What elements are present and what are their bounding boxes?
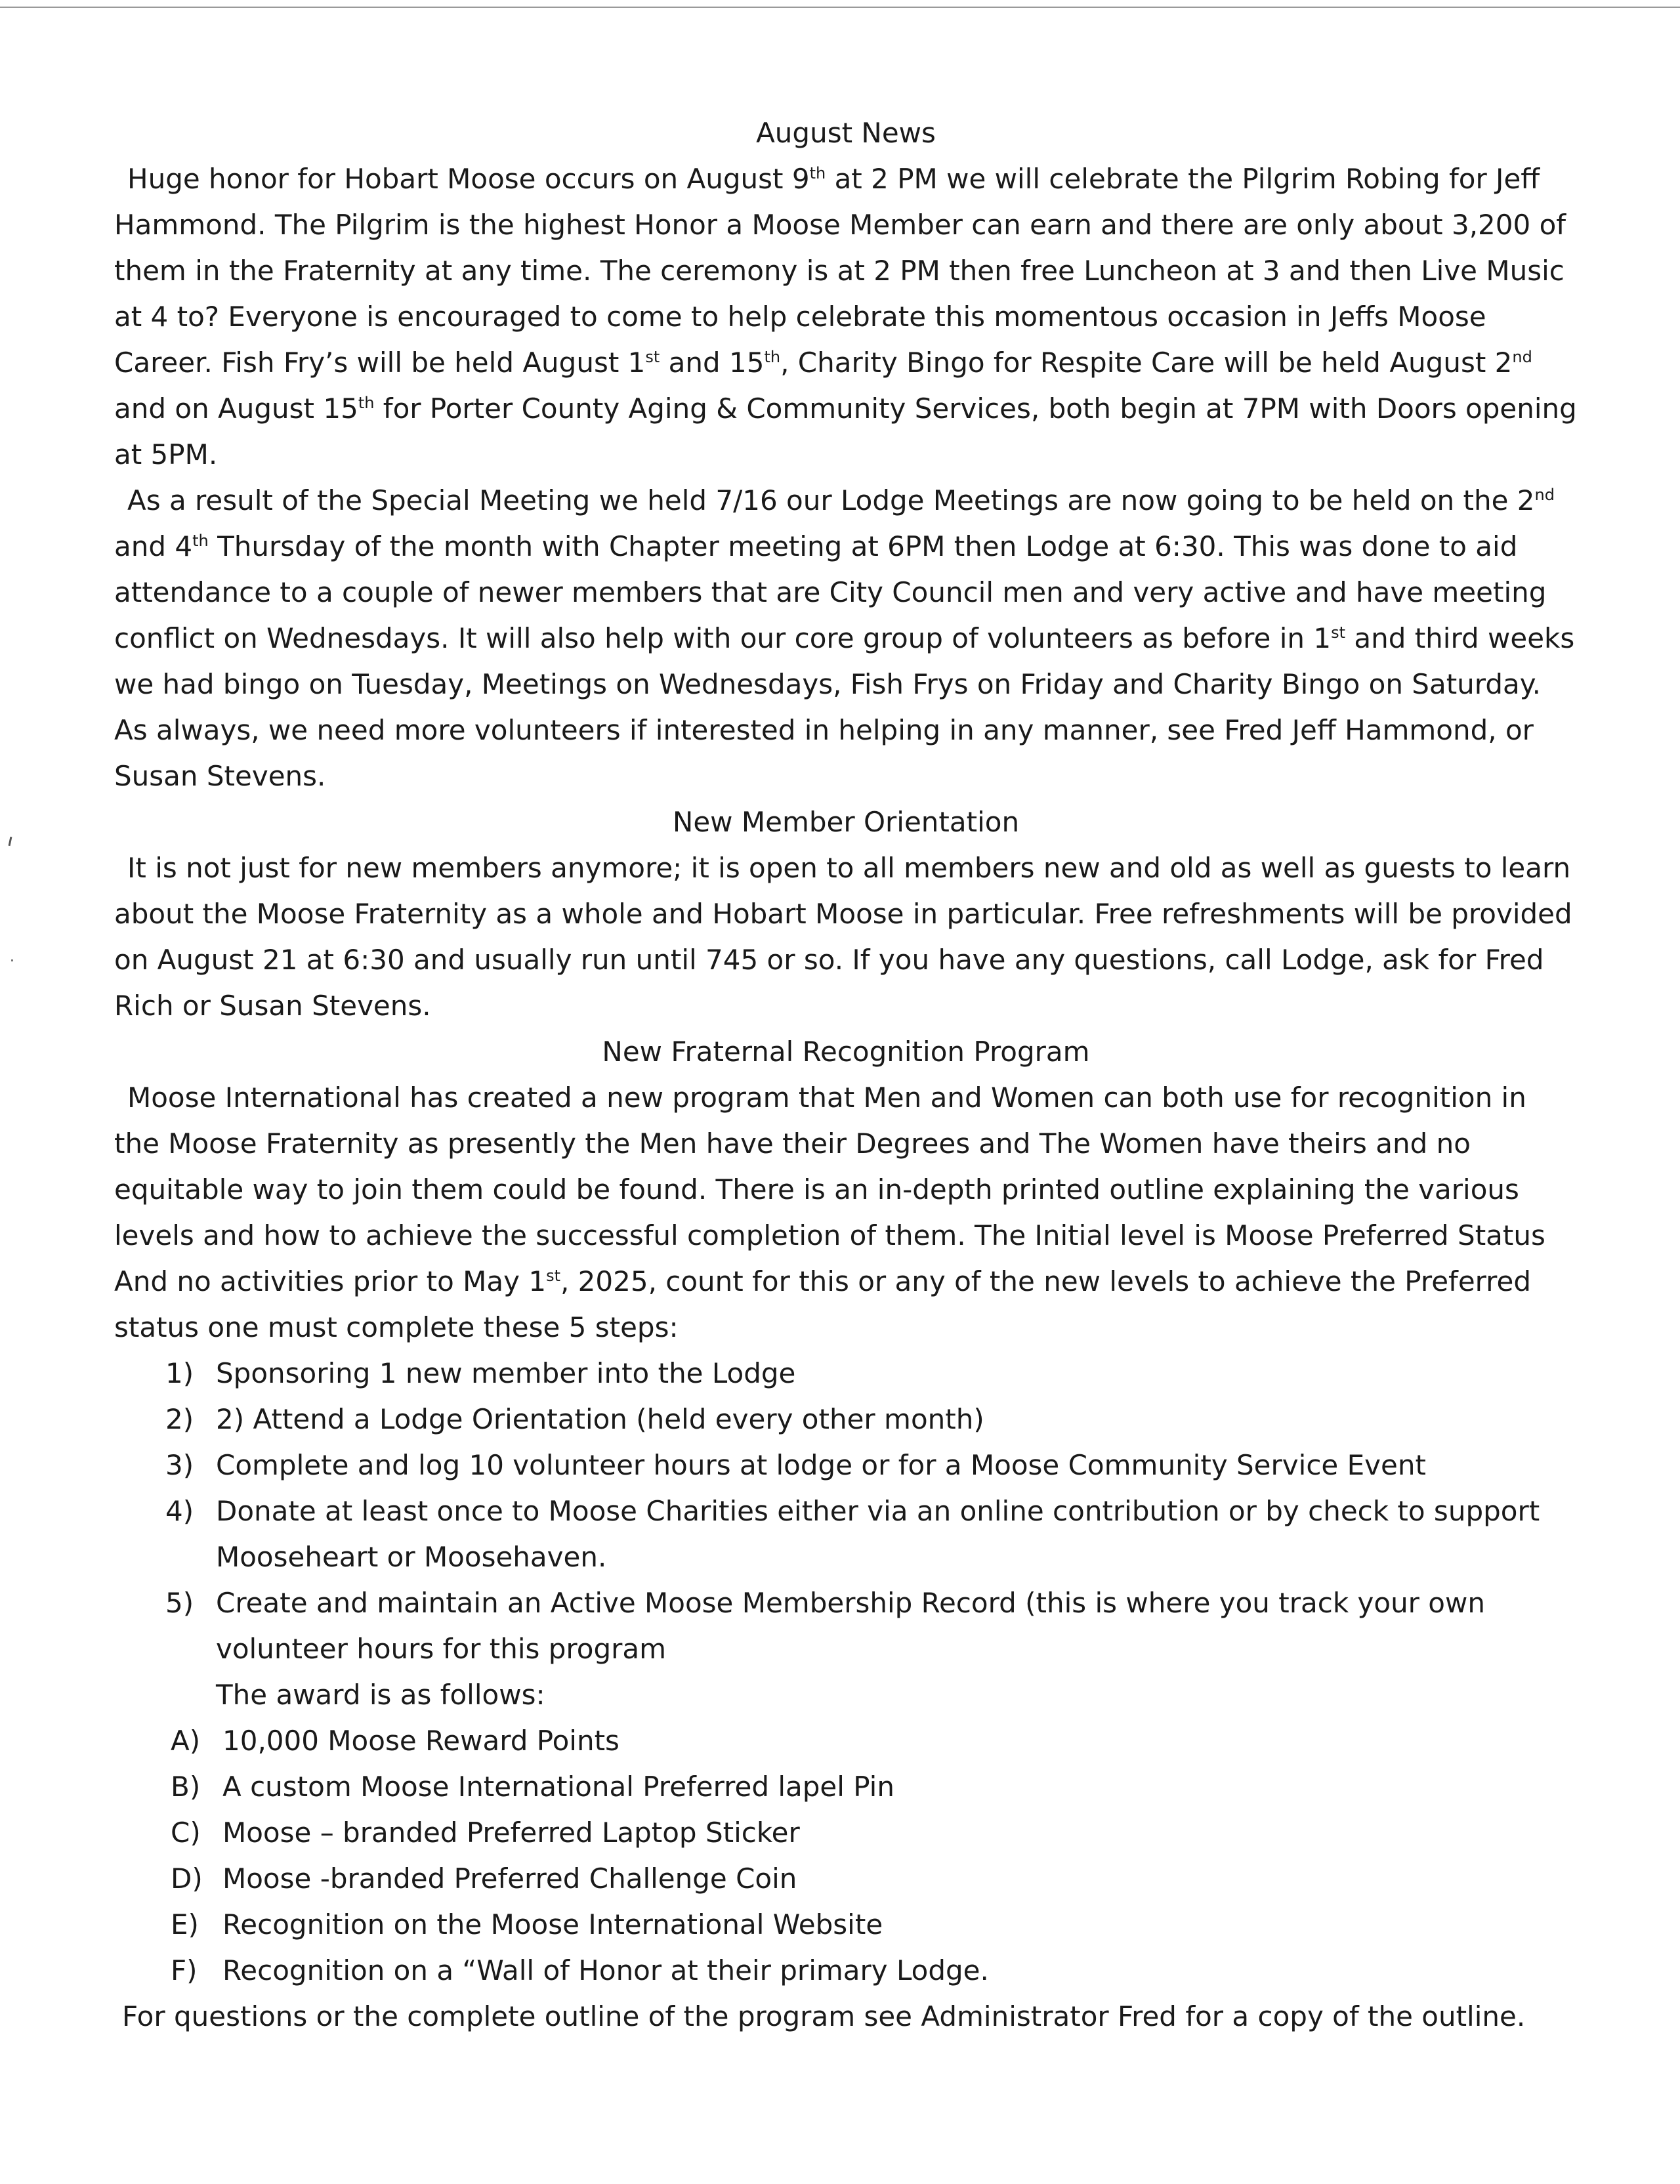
list-item: 1) Sponsoring 1 new member into the Lodge <box>165 1357 796 1389</box>
scan-speck <box>11 959 13 961</box>
list-item: D) Moose -branded Preferred Challenge Coin <box>171 1862 797 1895</box>
list-item: C) Moose – branded Preferred Laptop Sticker <box>171 1816 800 1849</box>
list-item: B) A custom Moose International Preferred lapel Pin <box>171 1771 894 1803</box>
document-page <box>114 110 1578 2040</box>
section-heading-recognition: New Fraternal Recognition Program <box>602 1036 1090 1068</box>
list-item: 3) Complete and log 10 volunteer hours at lodge or for a Moose Community Service Event <box>165 1449 1426 1481</box>
list-item: 4) Donate at least once to Moose Charities either via an online contribution or by check to support Mooseheart or Moosehaven. <box>165 1495 1540 1573</box>
closing-note: For questions or the complete outline of the program see Administrator Fred for a copy of the outline. <box>122 2000 1526 2032</box>
paragraph-orientation: It is not just for new members anymore; it is open to all members new and old as well as guests to learn about the Moose Fraternity as a whole and Hobart Moose in particular. Free refreshments will be provided on August 21 at 6:30 and usually run until 745 or so. If you have any questions, call Lodge, ask for Fred Rich or Susan Stevens. <box>114 852 1572 1022</box>
paragraph-recognition: Moose International has created a new program that Men and Women can both use for recognition in the Moose Fraternity as presently the Men have their Degrees and The Women have theirs and no equitable way to join them could be found. There is an in-depth printed outline explaining the various levels and how to achieve the successful completion of them. The Initial level is Moose Preferred Status And no activities prior to May 1st, 2025, count for this or any of the new levels to achieve the Preferred status one must complete these 5 steps: <box>114 1082 1545 1343</box>
list-item: 5) Create and maintain an Active Moose Membership Record (this is where you track your own volunteer hours for this program <box>165 1587 1485 1665</box>
paragraph-pilgrim-robing: Huge honor for Hobart Moose occurs on August 9th at 2 PM we will celebrate the Pilgrim Robing for Jeff Hammond. The Pilgrim is the highest Honor a Moose Member can earn and there are only about 3,200 of them in the Fraternity at any time. The ceremony is at 2 PM then free Luncheon at 3 and then Live Music at 4 to? Everyone is encouraged to come to help celebrate this momentous occasion in Jeffs Moose Career. Fish Fry’s will be held August 1st and 15th, Charity Bingo for Respite Care will be held August 2nd and on August 15th for Porter County Aging & Community Services, both begin at 7PM with Doors opening at 5PM. <box>114 163 1577 471</box>
list-item: F) Recognition on a “Wall of Honor at their primary Lodge. <box>171 1954 989 1986</box>
paragraph-lodge-meetings: As a result of the Special Meeting we held 7/16 our Lodge Meetings are now going to be held on the 2nd and 4th Thursday of the month with Chapter meeting at 6PM then Lodge at 6:30. This was done to aid attendance to a couple of newer members that are City Council men and very active and have meeting conflict on Wednesdays. It will also help with our core group of volunteers as before in 1st and third weeks we had bingo on Tuesday, Meetings on Wednesdays, Fish Frys on Friday and Charity Bingo on Saturday. As always, we need more volunteers if interested in helping in any manner, see Fred Jeff Hammond, or Susan Stevens. <box>114 484 1575 792</box>
preferred-steps-list <box>114 1351 1578 1672</box>
list-item: A) 10,000 Moose Reward Points <box>171 1725 620 1757</box>
award-intro: The award is as follows: <box>216 1679 545 1711</box>
scan-edge-line <box>0 7 1680 8</box>
page-title: August News <box>756 117 936 149</box>
awards-list <box>114 1718 1578 1994</box>
list-item: 2) 2) Attend a Lodge Orientation (held every other month) <box>165 1403 984 1435</box>
scan-speck <box>9 837 12 846</box>
section-heading-orientation: New Member Orientation <box>672 806 1020 838</box>
list-item: E) Recognition on the Moose International Website <box>171 1908 883 1941</box>
